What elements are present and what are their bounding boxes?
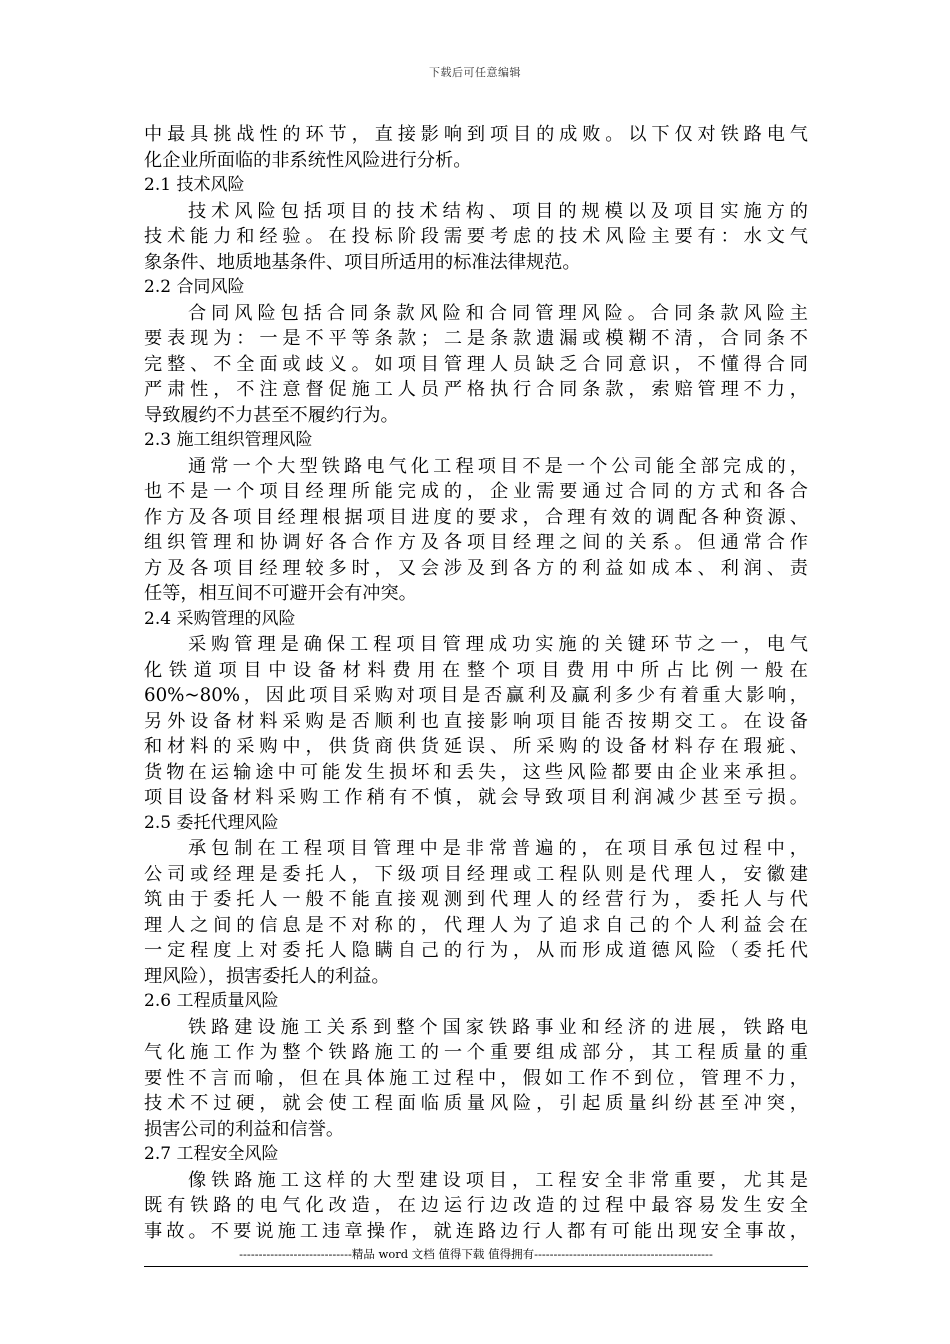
- paragraph-line: 60%~80%，因此项目采购对项目是否赢利及赢利多少有着重大影响，: [144, 685, 808, 706]
- paragraph-line: 组织管理和协调好各合作方及各项目经理之间的关系。但通常合作: [144, 532, 808, 553]
- paragraph-line: 损害公司的利益和信誉。: [144, 1118, 345, 1140]
- paragraph-line: 也不是一个项目经理所能完成的，企业需要通过合同的方式和各合: [144, 481, 808, 502]
- paragraph-line: 技术不过硬，就会使工程面临质量风险，引起质量纠纷甚至冲突，: [144, 1093, 808, 1114]
- page-header: 下载后可任意编辑: [429, 66, 521, 79]
- paragraph-line: 和材料的采购中，供货商供货延误、所采购的设备材料存在瑕疵、: [144, 736, 808, 757]
- paragraph-line: 技术风险包括项目的技术结构、项目的规模以及项目实施方的: [188, 200, 808, 222]
- paragraph-line: 公司或经理是委托人，下级项目经理或工程队则是代理人，安徽建: [144, 863, 808, 885]
- section-heading: 2.1 技术风险: [144, 175, 245, 195]
- section-heading: 2.6 工程质量风险: [144, 991, 279, 1011]
- paragraph-line: 导致履约不力甚至不履约行为。: [144, 404, 399, 426]
- paragraph-line: 筑由于委托人一般不能直接观测到代理人的经营行为，委托人与代: [144, 889, 808, 910]
- page-footer: -----------------------------精品 word 文档 值得下载 值得拥有----------------------------------------------: [239, 1247, 713, 1261]
- paragraph-line: 货物在运输途中可能发生损坏和丢失，这些风险都要由企业来承担。: [144, 761, 808, 783]
- paragraph-line: 像铁路施工这样的大型建设项目，工程安全非常重要，尤其是: [188, 1169, 808, 1191]
- paragraph-line: 严肃性，不注意督促施工人员严格执行合同条款，索赔管理不力，: [144, 379, 808, 400]
- paragraph-line: 通常一个大型铁路电气化工程项目不是一个公司能全部完成的，: [188, 455, 808, 477]
- section-heading: 2.4 采购管理的风险: [144, 608, 296, 629]
- paragraph-line: 化铁道项目中设备材料费用在整个项目费用中所占比例一般在: [144, 659, 808, 681]
- paragraph-line: 任等，相互间不可避开会有冲突。: [144, 583, 417, 604]
- section-heading: 2.5 委托代理风险: [144, 812, 279, 833]
- paragraph-line: 一定程度上对委托人隐瞒自己的行为，从而形成道德风险（委托代: [144, 940, 808, 961]
- paragraph-line: 中最具挑战性的环节，直接影响到项目的成败。以下仅对铁路电气: [144, 124, 808, 145]
- paragraph-line: 化企业所面临的非系统性风险进行分析。: [144, 149, 472, 171]
- paragraph-line: 承包制在工程项目管理中是非常普遍的，在项目承包过程中，: [188, 838, 808, 859]
- footer-rule: [144, 1266, 808, 1267]
- paragraph-line: 技术能力和经验。在投标阶段需要考虑的技术风险主要有：水文气: [144, 226, 808, 247]
- paragraph-line: 象条件、地质地基条件、项目所适用的标准法律规范。: [144, 251, 581, 273]
- paragraph-line: 合同风险包括合同条款风险和合同管理风险。合同条款风险主: [188, 302, 808, 324]
- paragraph-line: 理风险），损害委托人的利益。: [144, 965, 390, 987]
- paragraph-line: 完整、不全面或歧义。如项目管理人员缺乏合同意识，不懂得合同: [144, 353, 808, 375]
- paragraph-line: 作方及各项目经理根据项目进度的要求，合理有效的调配各种资源、: [144, 506, 808, 528]
- section-heading: 2.2 合同风险: [144, 277, 245, 297]
- paragraph-line: 气化施工作为整个铁路施工的一个重要组成部分，其工程质量的重: [144, 1042, 808, 1063]
- paragraph-line: 既有铁路的电气化改造，在边运行边改造的过程中最容易发生安全: [144, 1195, 808, 1216]
- paragraph-line: 另外设备材料采购是否顺利也直接影响项目能否按期交工。在设备: [144, 710, 808, 732]
- paragraph-line: 事故。不要说施工违章操作，就连路边行人都有可能出现安全事故，: [144, 1220, 808, 1242]
- paragraph-line: 要表现为：一是不平等条款；二是条款遗漏或模糊不清，合同条不: [144, 328, 808, 349]
- document-body: [144, 122, 808, 1244]
- section-heading: 2.3 施工组织管理风险: [144, 430, 313, 450]
- paragraph-line: 要性不言而喻，但在具体施工过程中，假如工作不到位，管理不力，: [144, 1067, 808, 1089]
- paragraph-line: 方及各项目经理较多时，又会涉及到各方的利益如成本、利润、责: [144, 557, 808, 579]
- section-heading: 2.7 工程安全风险: [144, 1144, 279, 1164]
- paragraph-line: 铁路建设施工关系到整个国家铁路事业和经济的进展，铁路电: [188, 1016, 808, 1038]
- paragraph-line: 项目设备材料采购工作稍有不慎，就会导致项目利润减少甚至亏损。: [144, 787, 808, 808]
- paragraph-line: 理人之间的信息是不对称的，代理人为了追求自己的个人利益会在: [144, 914, 808, 936]
- paragraph-line: 采购管理是确保工程项目管理成功实施的关键环节之一，电气: [188, 634, 808, 655]
